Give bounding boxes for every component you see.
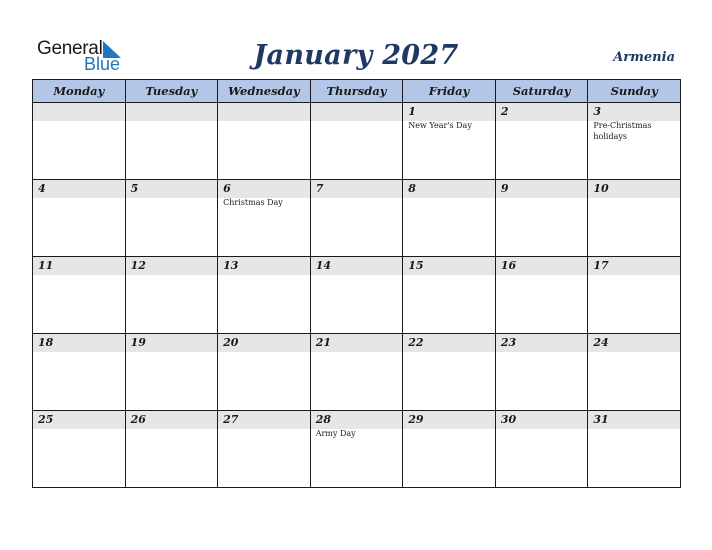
day-number-band (218, 103, 310, 121)
day-number: 17 (593, 259, 609, 272)
day-number: 27 (223, 413, 239, 426)
day-cell (310, 334, 403, 411)
day-cell (403, 257, 496, 334)
day-number: 20 (223, 336, 239, 349)
day-number: 26 (130, 413, 146, 426)
day-number-band (588, 257, 680, 275)
day-cell (403, 180, 496, 257)
holiday-label: Army Day (315, 429, 356, 438)
weekday-header: Thursday (310, 80, 403, 103)
day-cell (403, 103, 496, 180)
day-number-band (311, 257, 403, 275)
day-number-band (126, 103, 218, 121)
day-cell (218, 180, 311, 257)
day-number: 18 (38, 336, 54, 349)
day-cell (33, 334, 126, 411)
calendar-grid (32, 79, 681, 488)
week-row (33, 180, 681, 257)
day-cell (310, 411, 403, 488)
day-number-band (496, 257, 588, 275)
day-number-band (496, 180, 588, 198)
day-number: 8 (408, 182, 416, 195)
day-cell (125, 103, 218, 180)
day-number-band (588, 411, 680, 429)
page-title: January 2027 (253, 40, 459, 71)
day-number: 11 (38, 259, 54, 272)
day-number: 13 (223, 259, 239, 272)
day-number-band (33, 180, 125, 198)
day-number: 14 (315, 259, 331, 272)
weekday-header: Saturday (495, 80, 588, 103)
logo-text-blue: Blue (84, 54, 121, 74)
day-cell (33, 103, 126, 180)
day-number-band (126, 334, 218, 352)
week-row (33, 103, 681, 180)
day-number: 16 (500, 259, 517, 272)
day-cell (125, 257, 218, 334)
day-number: 28 (315, 413, 331, 426)
day-cell (33, 257, 126, 334)
day-cell (403, 411, 496, 488)
day-cell (310, 257, 403, 334)
day-number-band (588, 180, 680, 198)
day-number-band (218, 257, 310, 275)
day-number: 6 (223, 182, 231, 195)
day-cell (310, 103, 403, 180)
day-number: 7 (315, 182, 324, 195)
day-number-band (218, 334, 310, 352)
country-label: Armenia (613, 50, 675, 65)
weekday-header: Wednesday (218, 80, 311, 103)
day-cell (588, 257, 681, 334)
day-number-band (496, 103, 588, 121)
day-number-band (33, 334, 125, 352)
day-number-band (403, 257, 495, 275)
day-cell (218, 411, 311, 488)
weekday-header: Tuesday (125, 80, 218, 103)
day-number: 21 (315, 336, 331, 349)
day-number-band (311, 180, 403, 198)
day-number-band (33, 257, 125, 275)
day-number-band (496, 334, 588, 352)
weekday-header: Sunday (588, 80, 681, 103)
day-number-band (403, 334, 495, 352)
day-cell (125, 411, 218, 488)
day-number: 3 (593, 105, 602, 118)
day-cell (588, 411, 681, 488)
day-number-band (311, 334, 403, 352)
holiday-label: New Year's Day (408, 121, 472, 130)
day-cell (495, 180, 588, 257)
day-number-band (496, 411, 588, 429)
day-cell (310, 180, 403, 257)
day-number-band (33, 411, 125, 429)
day-number-band (126, 411, 218, 429)
day-number: 25 (38, 413, 54, 426)
logo-text-general: General (37, 38, 103, 59)
day-number: 12 (130, 259, 146, 272)
day-number: 24 (593, 336, 609, 349)
holiday-label: Pre-Christmas holidays (593, 121, 652, 141)
week-row (33, 411, 681, 488)
day-cell (495, 334, 588, 411)
day-number-band (218, 180, 310, 198)
day-number: 30 (500, 413, 517, 426)
day-number-band (403, 103, 495, 121)
weekday-header: Friday (403, 80, 496, 103)
day-cell (218, 103, 311, 180)
day-number-band (311, 411, 403, 429)
day-number: 1 (408, 105, 416, 118)
weekday-header: Monday (33, 80, 126, 103)
day-cell (495, 257, 588, 334)
day-number: 23 (500, 336, 517, 349)
day-cell (33, 411, 126, 488)
day-number-band (588, 334, 680, 352)
day-number: 9 (500, 182, 509, 195)
day-number: 31 (593, 413, 609, 426)
day-number-band (126, 257, 218, 275)
day-cell (403, 334, 496, 411)
day-cell (125, 180, 218, 257)
day-number-band (33, 103, 125, 121)
day-number-band (403, 180, 495, 198)
day-number-band (218, 411, 310, 429)
day-number: 4 (38, 182, 46, 195)
day-cell (33, 180, 126, 257)
day-cell (588, 180, 681, 257)
day-cell (495, 103, 588, 180)
weekday-header-row (33, 80, 681, 103)
day-cell (588, 103, 681, 180)
day-number: 29 (408, 413, 424, 426)
day-cell (218, 334, 311, 411)
day-number-band (311, 103, 403, 121)
day-cell (495, 411, 588, 488)
day-number: 19 (130, 336, 146, 349)
day-number: 22 (408, 336, 424, 349)
day-number: 15 (408, 259, 424, 272)
week-row (33, 257, 681, 334)
day-number-band (403, 411, 495, 429)
day-number: 5 (130, 182, 139, 195)
day-cell (218, 257, 311, 334)
day-number: 2 (500, 105, 509, 118)
holiday-label: Christmas Day (223, 198, 283, 207)
day-cell (588, 334, 681, 411)
day-number: 10 (593, 182, 609, 195)
day-number-band (126, 180, 218, 198)
week-row (33, 334, 681, 411)
day-number-band (588, 103, 680, 121)
day-cell (125, 334, 218, 411)
